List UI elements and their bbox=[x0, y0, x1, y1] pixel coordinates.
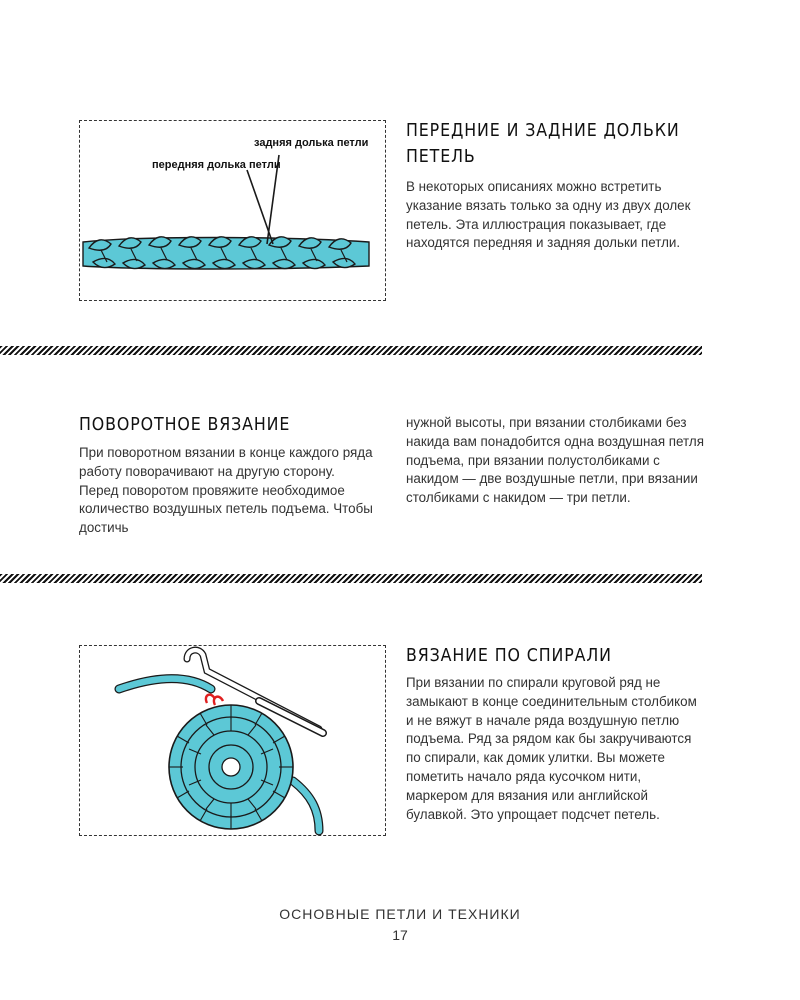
section1-title: ПЕРЕДНИЕ И ЗАДНИЕ ДОЛЬКИ ПЕТЕЛЬ bbox=[406, 120, 680, 167]
illustration-spiral bbox=[79, 645, 386, 836]
section2-body-left: При поворотном вязании в конце каждого ряда работу поворачивают на другую сторону. Перед поворотом провяжите необходимое количество воздушных петель подъема. Чтобы достичь bbox=[79, 445, 373, 536]
section2-title: ПОВОРОТНОЕ ВЯЗАНИЕ bbox=[79, 414, 291, 435]
section3-body: При вязании по спирали круговой ряд не замыкают в конце соединительным столбиком и не вяжут в начале ряда воздушную петлю подъема. Ряд за рядом как бы закручиваются по спирали, как домик улитки. Вы можете пометить начало ряда кусочком нити, маркером для вязания или английской булавкой. Это упрощает подсчет петель. bbox=[406, 675, 697, 822]
footer-title: ОСНОВНЫЕ ПЕТЛИ И ТЕХНИКИ bbox=[279, 906, 521, 922]
label-back-loop: задняя долька петли bbox=[254, 137, 369, 149]
section2-body-right: нужной высоты, при вязании столбиками без накида вам понадобится одна воздушная петля подъема, при вязании полустолбиками с накидом — две воздушные петли, при вязании столбиками с накидом — три петли. bbox=[406, 415, 704, 506]
spiral-round-illustration bbox=[79, 645, 386, 836]
page-number: 17 bbox=[392, 927, 408, 943]
section1-body: В некоторых описаниях можно встретить указание вязать только за одну из двух долек петель. Эта иллюстрация показывает, где находятся передняя и задняя дольки петли. bbox=[406, 179, 691, 251]
divider-1 bbox=[0, 346, 702, 355]
illustration-front-back-loops bbox=[79, 120, 386, 301]
divider-2 bbox=[0, 574, 702, 583]
label-front-loop: передняя долька петли bbox=[152, 159, 281, 171]
section1-title-block bbox=[406, 118, 706, 170]
section3-title: ВЯЗАНИЕ ПО СПИРАЛИ bbox=[406, 645, 612, 666]
